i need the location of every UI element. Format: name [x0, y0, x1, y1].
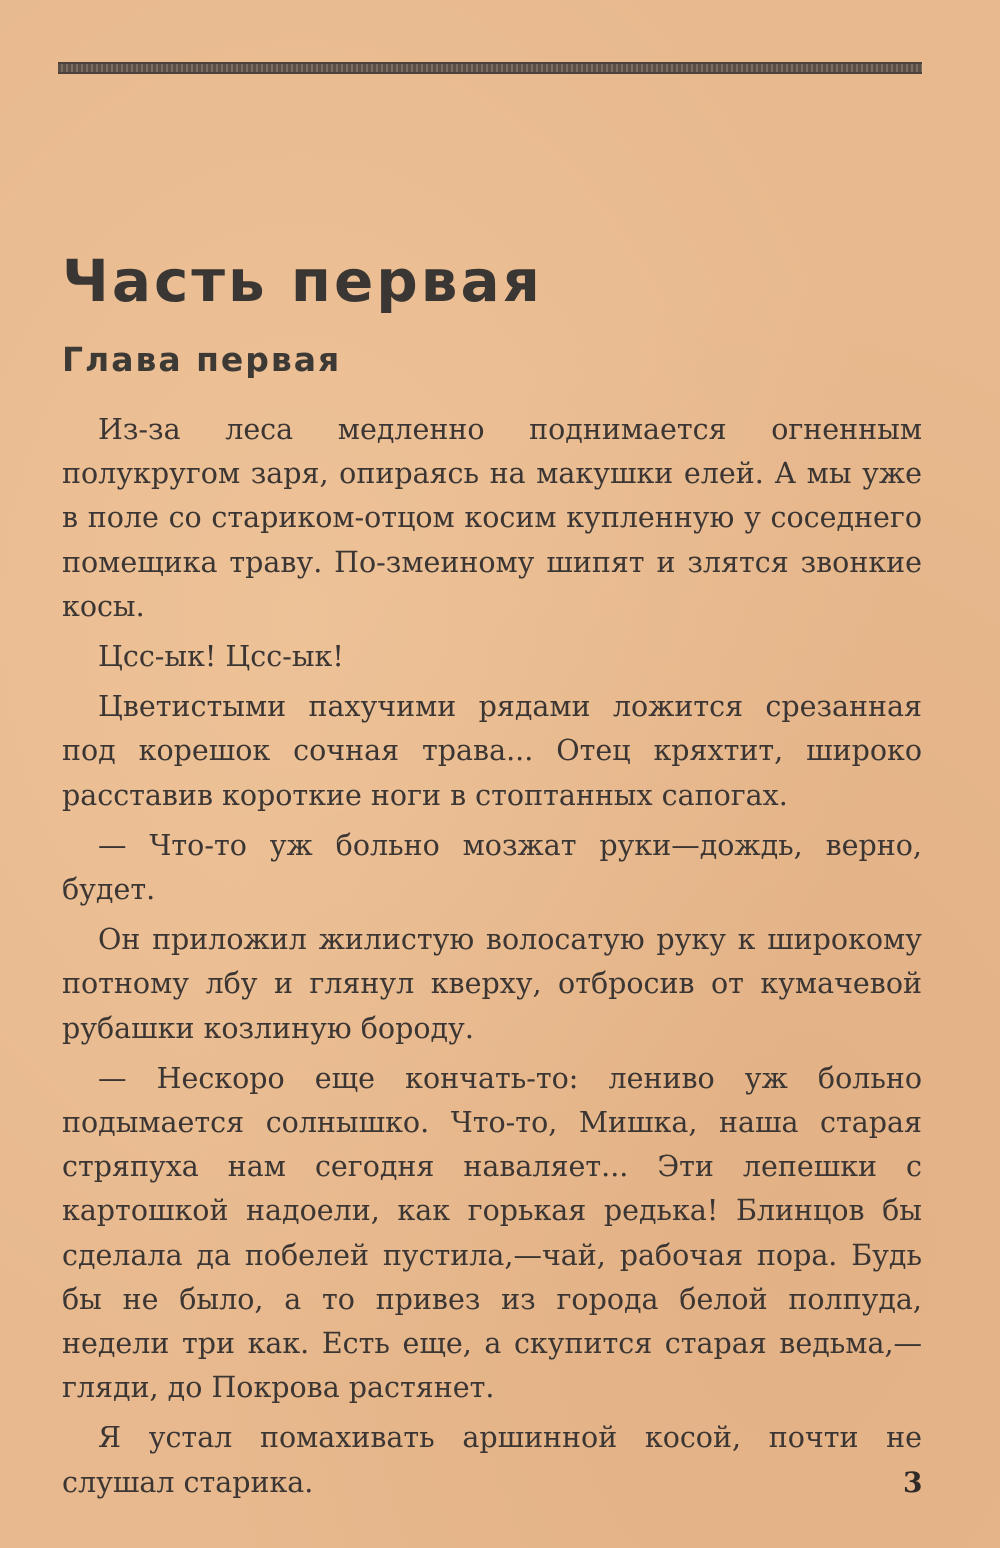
part-title: Часть первая	[62, 247, 543, 315]
paragraph: Из-за леса медленно поднимается огненным полукругом заря, опираясь на макушки елей. А мы уже в поле со стариком-отцом косим купленную у соседнего помещика траву. По-змеиному шипят и злятся звонкие косы.	[62, 413, 922, 623]
paragraph: Цветистыми пахучими рядами ложится срезанная под корешок сочная трава... Отец кряхтит, широко расставив короткие ноги в стоптанных сапогах.	[62, 690, 922, 812]
paragraph: Я устал помахивать аршинной косой, почти не слушал старика.	[62, 1421, 922, 1499]
chapter-title: Глава первая	[62, 340, 342, 379]
paragraph: — Нескоро еще кончать-то: лениво уж больно подымается солнышко. Что-то, Мишка, наша старая стряпуха нам сегодня наваляет... Эти лепешки с картошкой надоели, как горькая редька! Блинцов бы сделала да побелей пустила,—чай, рабочая пора. Будь бы не было, а то привез из города белой полпуда, недели три как. Есть еще, а скупится старая ведьма,—гляди, до Покрова растянет.	[62, 1061, 922, 1405]
paragraph: Он приложил жилистую волосатую руку к широкому потному лбу и глянул кверху, отбросив от кумачевой рубашки козлиную бороду.	[62, 923, 922, 1045]
paragraph: Цсс-ык! Цсс-ык!	[98, 640, 344, 674]
decorative-rule	[58, 62, 922, 74]
page-number: 3	[903, 1466, 923, 1499]
paragraph: — Что-то уж больно мозжат руки—дождь, верно, будет.	[62, 828, 922, 907]
body-text	[62, 408, 922, 1505]
